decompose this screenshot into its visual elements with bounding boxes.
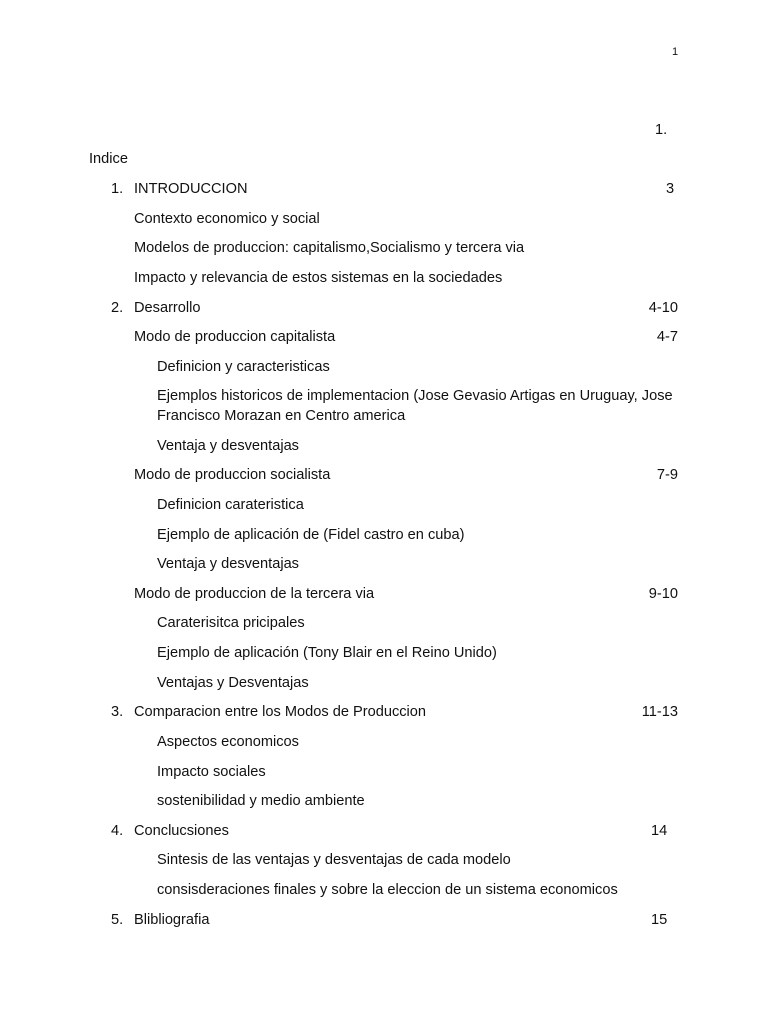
toc-entry: INTRODUCCION <box>134 181 248 197</box>
top-marker: 1. <box>655 122 668 138</box>
toc-entry: Ejemplo de aplicación (Tony Blair en el Reino Unido) <box>157 645 497 661</box>
toc-number: 4. <box>111 823 124 839</box>
toc-page: 4-10 <box>648 300 678 316</box>
toc-entry: Modo de produccion de la tercera via <box>134 586 375 602</box>
toc-number: 1. <box>111 181 124 197</box>
toc-entry: Ventajas y Desventajas <box>157 675 309 691</box>
toc-title: Indice <box>89 151 128 167</box>
toc-entry: consisderaciones finales y sobre la eleccion de un sistema economicos <box>157 882 618 898</box>
toc-entry: Comparacion entre los Modos de Produccion <box>134 704 427 720</box>
toc-page: 7-9 <box>656 467 678 483</box>
toc-entry: Conclucsiones <box>134 823 229 839</box>
toc-entry: Blibliografia <box>134 912 210 928</box>
toc-entry: Modo de produccion capitalista <box>134 329 336 345</box>
toc-entry: Ejemplos historicos de implementacion (Jose Gevasio Artigas en Uruguay, Jose Francisco Morazan en Centro america <box>157 388 673 424</box>
toc-entry: Aspectos economicos <box>157 734 299 750</box>
toc-entry: Ventaja y desventajas <box>157 556 299 572</box>
toc-page: 4-7 <box>656 329 678 345</box>
toc-number: 3. <box>111 704 124 720</box>
toc-entry: Ventaja y desventajas <box>157 438 299 454</box>
toc-entry: Caraterisitca pricipales <box>157 615 305 631</box>
toc-page: 3 <box>666 181 675 197</box>
toc-page: 14 <box>651 823 668 839</box>
toc-entry: Sintesis de las ventajas y desventajas de cada modelo <box>157 852 511 868</box>
toc-page: 11-13 <box>641 704 678 720</box>
toc-entry: Modelos de produccion: capitalismo,Socialismo y tercera via <box>134 240 525 256</box>
page-number: 1 <box>672 46 679 58</box>
toc-entry: Ejemplo de aplicación de (Fidel castro en cuba) <box>157 527 465 543</box>
toc-entry: Impacto y relevancia de estos sistemas en la sociedades <box>134 270 503 286</box>
toc-number: 2. <box>111 300 124 316</box>
toc-page: 9-10 <box>648 586 678 602</box>
toc-entry: Desarrollo <box>134 300 201 316</box>
toc-entry: Modo de produccion socialista <box>134 467 331 483</box>
toc-entry: sostenibilidad y medio ambiente <box>157 793 365 809</box>
toc-page: 15 <box>651 912 668 928</box>
toc-entry: Definicion carateristica <box>157 497 304 513</box>
toc-entry: Contexto economico y social <box>134 211 320 227</box>
toc-entry: Impacto sociales <box>157 764 266 780</box>
toc-entry: Definicion y caracteristicas <box>157 359 330 375</box>
toc-number: 5. <box>111 912 124 928</box>
